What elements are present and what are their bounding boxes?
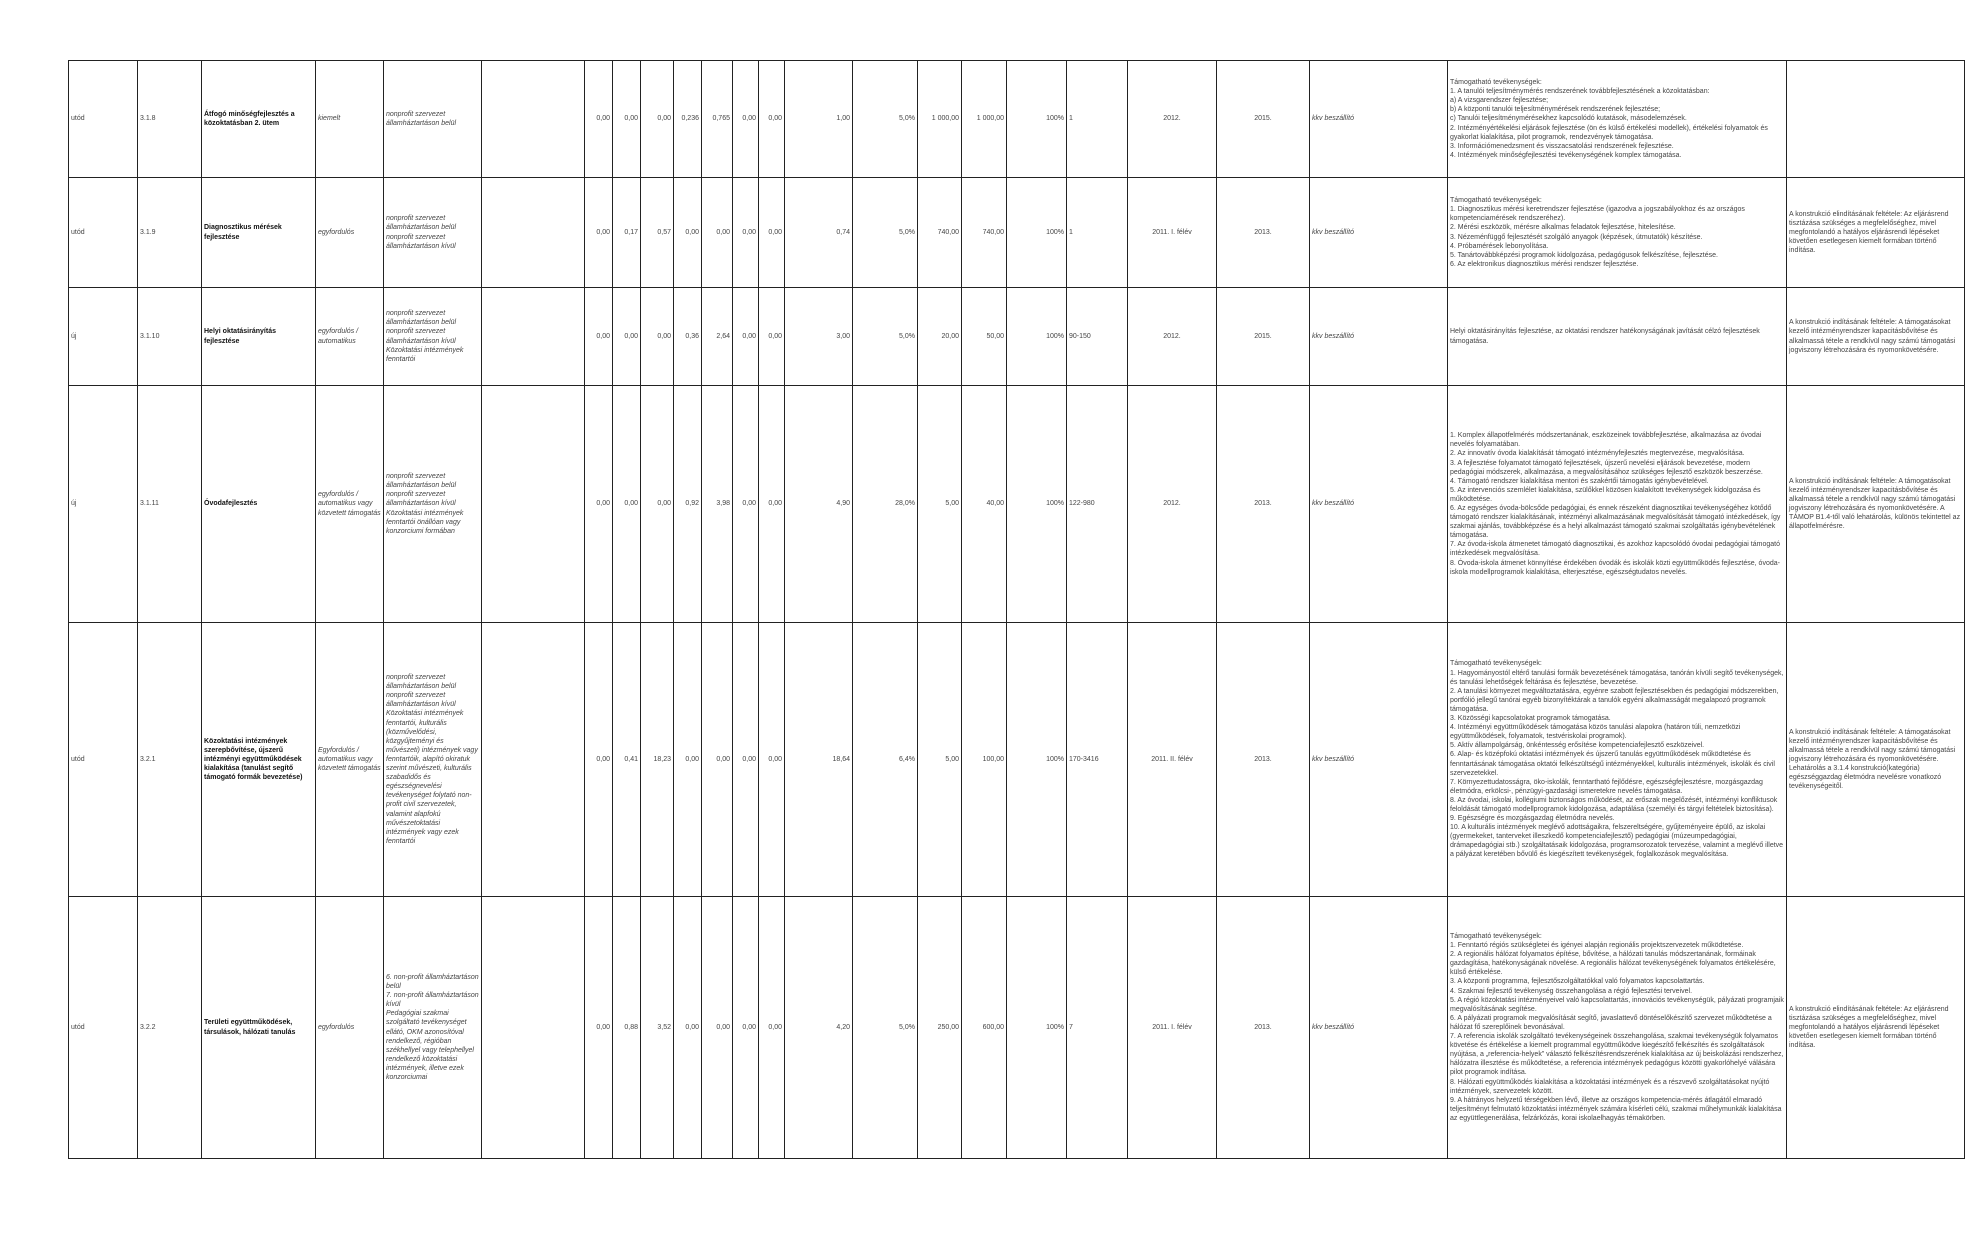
count-cell: 122-980 [1067, 386, 1128, 623]
condition-cell: A konstrukció elindításának feltétele: Az eljárásrend tisztázása szükséges a megfelelőséghez, mivel megfontolandó a hatályos eljárásrendi lépéseket követően esetlegesen kiemelt formában történő indítása. [1787, 178, 1965, 288]
count-cell: 1 [1067, 61, 1128, 178]
status-cell: új [69, 288, 138, 386]
value-cell-4: 0,92 [674, 386, 702, 623]
beneficiaries-cell: 6. non-profit államháztartáson belül 7. non-profit államháztartáson kívül Pedagógiai szakmai szolgáltató tevékenységet ellátó, OKM azonosítóval rendelkező, régióban székhellyel vagy telephellyel rendelkező közoktatási intézmények, illetve ezek konzorciumai [384, 897, 482, 1159]
value-cell-3: 0,00 [641, 61, 674, 178]
value-cell-2: 0,00 [613, 288, 641, 386]
value-cell-5: 0,765 [702, 61, 733, 178]
empty-cell [482, 61, 585, 178]
description-cell: Támogatható tevékenységek: 1. Diagnosztikus mérési keretrendszer fejlesztése (igazodva a jogszabályokhoz és az országos kompetenciamérések rendszeréhez). 2. Mérési eszközök, mérésre alkalmas feladatok fejlesztése, hitelesítése. 3. Nézeménfüggő fejlesztését szolgáló anyagok (képzések, útmutatók) készítése. 4. Próbamérések lebonyolítása. 5. Tanártovábbképzési programok kidolgozása, pedagógusok felkészítése, fejlesztése. 6. Az elektronikus diagnosztikus mérési rendszer fejlesztése. [1448, 178, 1787, 288]
measurement-cell: kkv beszállító [1310, 897, 1448, 1159]
procedure-cell: egyfordulós / automatikus [316, 288, 384, 386]
code-cell: 3.1.8 [138, 61, 202, 178]
support-rate-cell: 100% [1007, 61, 1067, 178]
construction-name-cell: Diagnosztikus mérések fejlesztése [202, 178, 316, 288]
max-amount-cell: 1 000,00 [962, 61, 1007, 178]
beneficiaries-cell: nonprofit szervezet államháztartáson belül nonprofit szervezet államháztartáson kívül Közoktatási intézmények fenntartói önállóan vagy konzorciumi formában [384, 386, 482, 623]
description-cell: Támogatható tevékenységek: 1. Hagyományostól eltérő tanulási formák bevezetésének támogatása, tanórán kívüli segítő tevékenységek, és tanulási lehetőségek feltárása és fejlesztése, bevezetése. 2. A tanulási környezet megváltoztatására, egyénre szabott fejlesztésekben és pedagógiai módszerekben, portfólió jellegű tanórai egyéb bizonyítéktárak a tanulók egyéni alkalmasságát megalapozó programok támogatása. 3. Közösségi kapcsolatokat programok támogatása. 4. Intézményi együttműködések támogatása közös tanulási alapokra (határon túli, nemzetközi együttműködések, folyamatok, testvériskolai programok). 5. Aktív állampolgárság, önkéntesség erősítése kompetenciafejlesztő eszközeivel. 6. Alap- és középfokú oktatási intézmények és újszerű tanulás együttműködések működtetése és fenntartásának támogatása oktatói felkészültségű intézményekkel, kulturális intézmények, iskolák és civil szervezetekkel. 7. Környezettudatosságra, öko-iskolák, fenntartható fejlődésre, egészségfejlesztésre, mozgásgazdag életmódra, erkölcsi-, pénzügyi-gazdasági ismeretekre nevelés támogatása. 8. Az óvodai, iskolai, kollégiumi biztonságos működését, az erőszak megelőzését, intézményi konfliktusok feloldását támogató modellprogramok kidolgozása, adaptálása (személyi és tárgyi feltételek biztosítása). 9. Egészségre és mozgásgazdag életmódra nevelés. 10. A kulturális intézmények meglévő adottságaikra, felszereltségére, gyűjteményeire épülő, az iskolai (gyermekeket, tanterveket illeszkedő kompetenciafejlesztő) pedagógiai (múzeumpedagógiai, drámapedagógiai stb.) szolgáltatásaik kidolgozása, programsorozatok tervezése, valamint a meglévő illetve a pályázat keretében bővülő és kiegészített tevékenységek, foglalkozások megvalósítása. [1448, 623, 1787, 897]
construction-name-cell: Helyi oktatásirányítás fejlesztése [202, 288, 316, 386]
beneficiaries-cell: nonprofit szervezet államháztartáson belül [384, 61, 482, 178]
construction-name-cell: Közoktatási intézmények szerepbővítése, újszerű intézményi együttműködések kialakítása (tanulást segítő támogató formák bevezetése) [202, 623, 316, 897]
project-table [68, 60, 1965, 1159]
measurement-cell: kkv beszállító [1310, 623, 1448, 897]
table-row [69, 178, 1965, 288]
count-cell: 170-3416 [1067, 623, 1128, 897]
value-cell-6: 0,00 [733, 288, 759, 386]
value-cell-4: 0,00 [674, 897, 702, 1159]
max-amount-cell: 50,00 [962, 288, 1007, 386]
max-amount-cell: 600,00 [962, 897, 1007, 1159]
status-cell: utód [69, 178, 138, 288]
start-cell: 2012. [1128, 386, 1217, 623]
condition-cell: A konstrukció indításának feltétele: A támogatásokat kezelő intézményrendszer kapacitásbővítése és alkalmassá tétele a rendkívül nagy számú támogatási jogviszony létrehozására és nyomonkövetésére. A TÁMOP B1.4-től való lehatárolás, különös tekintettel az állapotfelmérésre. [1787, 386, 1965, 623]
end-cell: 2013. [1217, 623, 1310, 897]
table-row [69, 623, 1965, 897]
end-cell: 2015. [1217, 61, 1310, 178]
value-cell-7: 0,00 [759, 178, 785, 288]
value-cell-5: 3,98 [702, 386, 733, 623]
start-cell: 2011. I. félév [1128, 897, 1217, 1159]
empty-cell [482, 178, 585, 288]
description-cell: Helyi oktatásirányítás fejlesztése, az oktatási rendszer hatékonyságának javítását célzó fejlesztések támogatása. [1448, 288, 1787, 386]
condition-cell: A konstrukció elindításának feltétele: Az eljárásrend tisztázása szükséges a megfelelőséghez, mivel megfontolandó a hatályos eljárásrendi lépéseket követően esetlegesen kiemelt formában történő indítása. [1787, 897, 1965, 1159]
value-cell-2: 0,41 [613, 623, 641, 897]
value-cell-6: 0,00 [733, 386, 759, 623]
construction-name-cell: Óvodafejlesztés [202, 386, 316, 623]
table-row [69, 897, 1965, 1159]
beneficiaries-cell: nonprofit szervezet államháztartáson belül nonprofit szervezet államháztartáson kívül Közoktatási intézmények fenntartói [384, 288, 482, 386]
value-cell-4: 0,36 [674, 288, 702, 386]
empty-cell [482, 897, 585, 1159]
value-cell-1: 0,00 [585, 623, 613, 897]
support-rate-cell: 100% [1007, 288, 1067, 386]
table-row [69, 386, 1965, 623]
value-cell-6: 0,00 [733, 178, 759, 288]
measurement-cell: kkv beszállító [1310, 178, 1448, 288]
start-cell: 2011. II. félév [1128, 623, 1217, 897]
condition-cell: A konstrukció indításának feltétele: A támogatásokat kezelő intézményrendszer kapacitásbővítése és alkalmassá tétele a rendkívül nagy számú támogatási jogviszony létrehozására és nyomonkövetésére. [1787, 288, 1965, 386]
measurement-cell: kkv beszállító [1310, 386, 1448, 623]
measurement-cell: kkv beszállító [1310, 61, 1448, 178]
value-cell-3: 18,23 [641, 623, 674, 897]
value-cell-1: 0,00 [585, 386, 613, 623]
value-cell-5: 0,00 [702, 897, 733, 1159]
empty-cell [482, 288, 585, 386]
percent-cell: 28,0% [853, 386, 918, 623]
status-cell: utód [69, 623, 138, 897]
total-cell: 1,00 [785, 61, 853, 178]
value-cell-7: 0,00 [759, 386, 785, 623]
count-cell: 7 [1067, 897, 1128, 1159]
value-cell-7: 0,00 [759, 61, 785, 178]
value-cell-7: 0,00 [759, 623, 785, 897]
value-cell-3: 0,00 [641, 386, 674, 623]
min-amount-cell: 20,00 [918, 288, 962, 386]
condition-cell: A konstrukció indításának feltétele: A támogatásokat kezelő intézményrendszer kapacitásbővítése és alkalmassá tétele a rendkívül nagy számú támogatási jogviszony létrehozására és nyomonkövetésére. Lehatárolás a 3.1.4 konstrukció(kategória) egészséggazdag életmódra nevelésre vonatkozó tevékenységeitől. [1787, 623, 1965, 897]
beneficiaries-cell: nonprofit szervezet államháztartáson belül nonprofit szervezet államháztartáson kívül Közoktatási intézmények fenntartói, kulturális (közművelődési, közgyűjteményi és művészeti) intézmények vagy fenntartóik, alapító okiratuk szerint művészeti, kulturális szabadidős és egészségnevelési tevékenységet folytató non-profit civil szervezetek, valamint alapfokú művészetoktatási intézmények vagy ezek fenntartói [384, 623, 482, 897]
value-cell-2: 0,00 [613, 386, 641, 623]
value-cell-2: 0,00 [613, 61, 641, 178]
percent-cell: 5,0% [853, 178, 918, 288]
end-cell: 2013. [1217, 386, 1310, 623]
procedure-cell: kiemelt [316, 61, 384, 178]
value-cell-3: 3,52 [641, 897, 674, 1159]
table-row [69, 61, 1965, 178]
count-cell: 1 [1067, 178, 1128, 288]
value-cell-1: 0,00 [585, 288, 613, 386]
procedure-cell: Egyfordulós / automatikus vagy közvetett támogatás [316, 623, 384, 897]
table-row [69, 288, 1965, 386]
end-cell: 2015. [1217, 288, 1310, 386]
status-cell: új [69, 386, 138, 623]
value-cell-2: 0,17 [613, 178, 641, 288]
value-cell-1: 0,00 [585, 178, 613, 288]
code-cell: 3.2.1 [138, 623, 202, 897]
construction-name-cell: Területi együttműködések, társulások, hálózati tanulás [202, 897, 316, 1159]
value-cell-7: 0,00 [759, 288, 785, 386]
status-cell: utód [69, 897, 138, 1159]
empty-cell [482, 386, 585, 623]
total-cell: 4,90 [785, 386, 853, 623]
code-cell: 3.1.10 [138, 288, 202, 386]
condition-cell [1787, 61, 1965, 178]
min-amount-cell: 250,00 [918, 897, 962, 1159]
total-cell: 0,74 [785, 178, 853, 288]
end-cell: 2013. [1217, 897, 1310, 1159]
percent-cell: 5,0% [853, 897, 918, 1159]
total-cell: 3,00 [785, 288, 853, 386]
measurement-cell: kkv beszállító [1310, 288, 1448, 386]
value-cell-4: 0,00 [674, 178, 702, 288]
min-amount-cell: 1 000,00 [918, 61, 962, 178]
start-cell: 2012. [1128, 288, 1217, 386]
value-cell-4: 0,00 [674, 623, 702, 897]
total-cell: 18,64 [785, 623, 853, 897]
support-rate-cell: 100% [1007, 386, 1067, 623]
value-cell-4: 0,236 [674, 61, 702, 178]
percent-cell: 5,0% [853, 61, 918, 178]
beneficiaries-cell: nonprofit szervezet államháztartáson belül nonprofit szervezet államháztartáson kívül [384, 178, 482, 288]
code-cell: 3.1.9 [138, 178, 202, 288]
value-cell-6: 0,00 [733, 623, 759, 897]
end-cell: 2013. [1217, 178, 1310, 288]
max-amount-cell: 100,00 [962, 623, 1007, 897]
max-amount-cell: 740,00 [962, 178, 1007, 288]
total-cell: 4,20 [785, 897, 853, 1159]
description-cell: Támogatható tevékenységek: 1. A tanulói teljesítménymérés rendszerének továbbfejlesztésének a közoktatásban: a) A vizsgarendszer fejlesztése; b) A központi tanulói teljesítménymérések rendszerének fejlesztése; c) Tanulói teljesítménymérésekhez kapcsolódó kutatások, másodelemzések. 2. Intézményértékelési eljárások fejlesztése (ön és külső értékelési modellek), értékelési folyamatok és gyakorlat kialakítása, pilot programok, rendezvények támogatása. 3. Információmenedzsment és visszacsatolási rendszerének fejlesztése. 4. Intézmények minőségfejlesztési tevékenységének komplex támogatása. [1448, 61, 1787, 178]
value-cell-3: 0,00 [641, 288, 674, 386]
min-amount-cell: 740,00 [918, 178, 962, 288]
percent-cell: 5,0% [853, 288, 918, 386]
support-rate-cell: 100% [1007, 897, 1067, 1159]
procedure-cell: egyfordulós [316, 897, 384, 1159]
start-cell: 2011. I. félév [1128, 178, 1217, 288]
value-cell-1: 0,00 [585, 61, 613, 178]
value-cell-5: 0,00 [702, 623, 733, 897]
value-cell-6: 0,00 [733, 61, 759, 178]
value-cell-2: 0,88 [613, 897, 641, 1159]
max-amount-cell: 40,00 [962, 386, 1007, 623]
value-cell-3: 0,57 [641, 178, 674, 288]
percent-cell: 6,4% [853, 623, 918, 897]
count-cell: 90-150 [1067, 288, 1128, 386]
empty-cell [482, 623, 585, 897]
value-cell-5: 0,00 [702, 178, 733, 288]
value-cell-1: 0,00 [585, 897, 613, 1159]
construction-name-cell: Átfogó minőségfejlesztés a közoktatásban 2. ütem [202, 61, 316, 178]
value-cell-7: 0,00 [759, 897, 785, 1159]
min-amount-cell: 5,00 [918, 386, 962, 623]
code-cell: 3.2.2 [138, 897, 202, 1159]
code-cell: 3.1.11 [138, 386, 202, 623]
value-cell-5: 2,64 [702, 288, 733, 386]
description-cell: Támogatható tevékenységek: 1. Fenntartó régiós szükségletei és igényei alapján regionális projektszervezetek működtetése. 2. A regionális hálózat folyamatos építése, bővítése, a hálózati tanulás módszertanának, formáinak gazdagítása, hatékonyságának növelése. A regionális hálózat tevékenységének folyamatos értékelésére, külső értékelése. 3. A központi programma, fejlesztőszolgáltatókkal való folyamatos kapcsolattartás. 4. Szakmai fejlesztő tevékenység összehangolása a régió fejlesztési terveivel. 5. A régió közoktatási intézményeivel való kapcsolattartás, innovációs tevékenységük, pályázati programjaik megvalósításának segítése. 6. A pályázati programok megvalósítását segítő, javaslattevő döntéselőkészítő szervezet működtetése a hálózat fő szereplőinek bevonásával. 7. A referencia iskolák szolgáltató tevékenységeinek összehangolása, szakmai tevékenységük folyamatos követése és értékelése a kiemelt programmal együttműködve kiegészítő felkészítés és szolgáltatások nyújtása, a „referencia-helyek” választó felkészítésrendszerének kialakítása az új beiskolázási rendszerhez, hálózatra illesztése és működtetése, a referencia intézmények pedagógus közötti gyakorlóhelyé válására pilot programok indítása. 8. Hálózati együttműködés kialakítása a közoktatási intézmények és a részvevő szolgáltatásokat nyújtó intézmények, szervezetek között. 9. A hátrányos helyzetű térségekben lévő, illetve az országos kompetencia-mérés átlagától elmaradó teljesítményt felmutató közoktatási intézmények számára kísérleti célú, szakmai műhelymunkák kialakítása az együttlegenerálása, felzárkózás, korai iskolaelhagyás témakörben. [1448, 897, 1787, 1159]
status-cell: utód [69, 61, 138, 178]
description-cell: 1. Komplex állapotfelmérés módszertanának, eszközeinek továbbfejlesztése, alkalmazása az óvodai nevelés folyamatában. 2. Az innovatív óvoda kialakítását támogató intézményfejlesztés megtervezése, megvalósítása. 3. A fejlesztése folyamatot támogató fejlesztések, újszerű nevelési eljárások bevezetése, modern pedagógiai módszerek, alkalmazása, a megvalósításához szükséges fejlesztő eszközök beszerzése. 4. Támogató rendszer kialakítása mentori és szakértői támogatás igénybevételével. 5. Az intervenciós szemlélet kialakítása, szülőkkel közösen kialakított tevékenységek kidolgozása és működtetése. 6. Az egységes óvoda-bölcsőde pedagógiai, és ennek részeként diagnosztikai tevékenységéhez kötődő támogató rendszer kialakításának, intézményi alkalmazásának megvalósítását támogató intézkedések, így szakmai ajánlás, továbbképzése és a helyi alkalmazást támogató szakmai szolgáltatás igénybevételének támogatása. 7. Az óvoda-iskola átmenetet támogató diagnosztikai, és azokhoz kapcsolódó óvodai pedagógiai támogató intézkedések megvalósítása. 8. Óvoda-iskola átmenet könnyítése érdekében óvodák és iskolák közti együttműködés fejlesztése, óvoda-iskola modellprogramok kialakítása, elterjesztése, egészségtudatos nevelés. [1448, 386, 1787, 623]
support-rate-cell: 100% [1007, 623, 1067, 897]
procedure-cell: egyfordulós / automatikus vagy közvetett támogatás [316, 386, 384, 623]
procedure-cell: egyfordulós [316, 178, 384, 288]
value-cell-6: 0,00 [733, 897, 759, 1159]
start-cell: 2012. [1128, 61, 1217, 178]
support-rate-cell: 100% [1007, 178, 1067, 288]
min-amount-cell: 5,00 [918, 623, 962, 897]
